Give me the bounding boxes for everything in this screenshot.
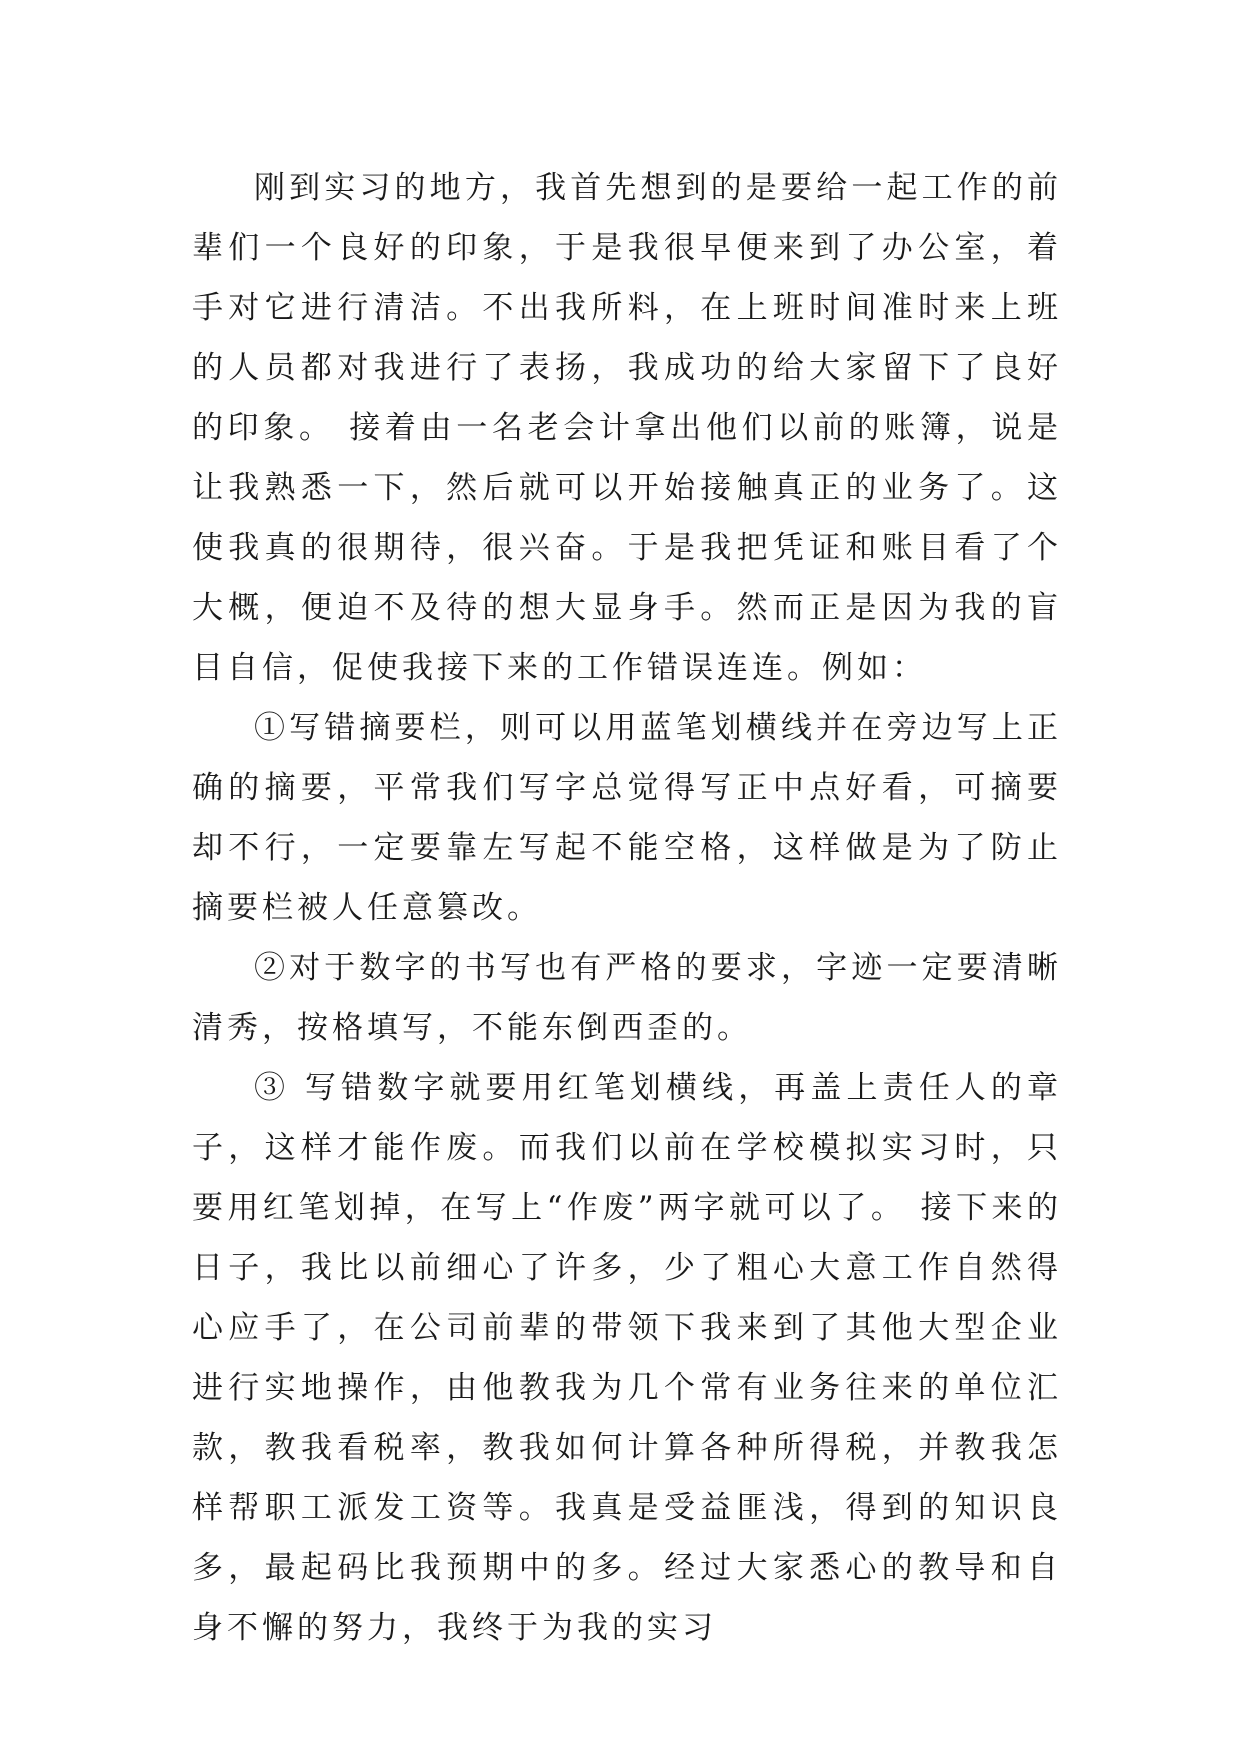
paragraph-intro: 刚到实习的地方，我首先想到的是要给一起工作的前辈们一个良好的印象，于是我很早便来到了办公室，着手对它进行清洁。不出我所料，在上班时间准时来上班的人员都对我进行了表扬，我成功的给大家留下了良好的印象。 接着由一名老会计拿出他们以前的账簿，说是让我熟悉一下，然后就可以开始接触真正的业务了。这使我真的很期待，很兴奋。于是我把凭证和账目看了个大概，便迫不及待的想大显身手。然而正是因为我的盲目自信，促使我接下来的工作错误连连。例如： xyxy=(192,170,1062,686)
document-page xyxy=(192,158,1062,1658)
paragraph-item-2: ②对于数字的书写也有严格的要求，字迹一定要清晰清秀，按格填写，不能东倒西歪的。 xyxy=(192,950,1062,1046)
paragraph-item-1: ①写错摘要栏，则可以用蓝笔划横线并在旁边写上正确的摘要，平常我们写字总觉得写正中点好看，可摘要却不行，一定要靠左写起不能空格，这样做是为了防止摘要栏被人任意篡改。 xyxy=(192,710,1062,926)
paragraph-item-3: ③ 写错数字就要用红笔划横线，再盖上责任人的章子，这样才能作废。而我们以前在学校模拟实习时，只要用红笔划掉，在写上“作废”两字就可以了。 接下来的日子，我比以前细心了许多，少了粗心大意工作自然得心应手了，在公司前辈的带领下我来到了其他大型企业进行实地操作，由他教我为几个常有业务往来的单位汇款，教我看税率，教我如何计算各种所得税，并教我怎样帮职工派发工资等。我真是受益匪浅，得到的知识良多，最起码比我预期中的多。经过大家悉心的教导和自身不懈的努力，我终于为我的实习 xyxy=(192,1070,1062,1646)
